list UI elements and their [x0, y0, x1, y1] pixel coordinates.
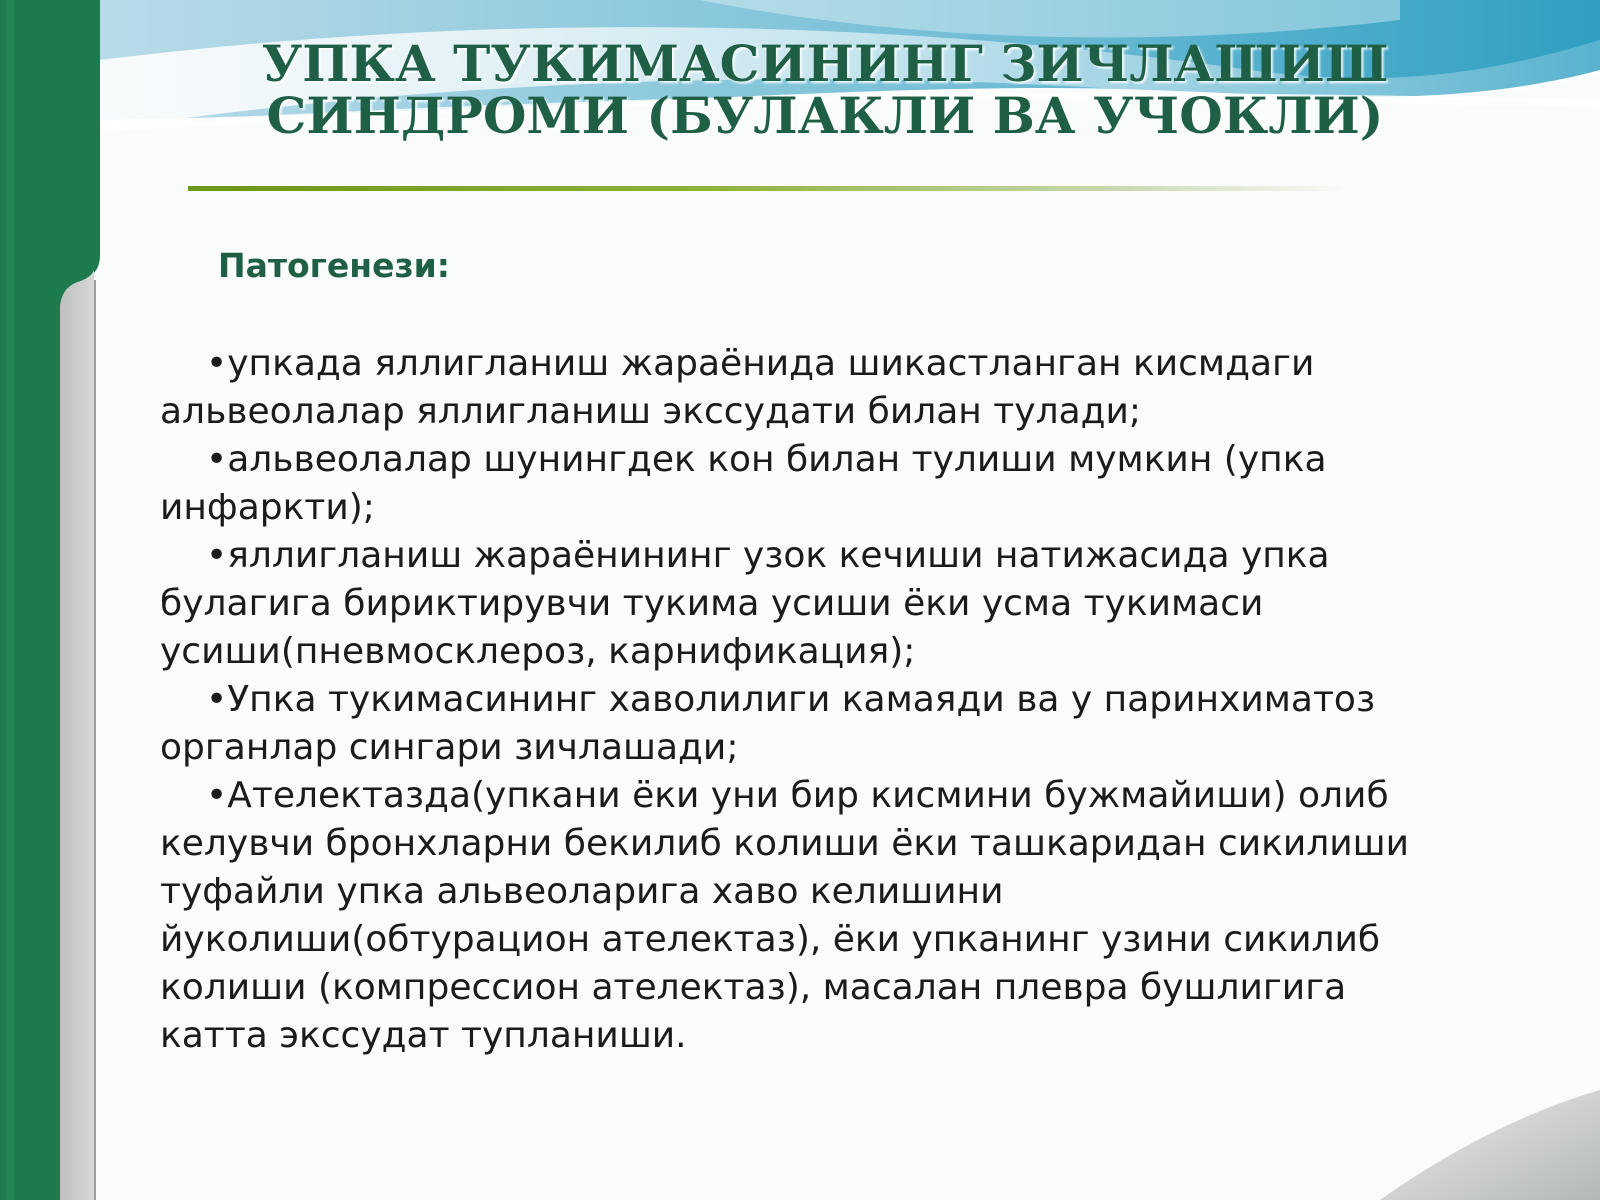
title-divider — [188, 186, 1348, 191]
bullet-item-4: •Упка тукимасининг хаволилиги камаяди ва у паринхиматоз органлар сингари зичлашади; — [160, 679, 1376, 768]
slide-title — [250, 34, 1400, 145]
slide-title-line-1: УПКА ТУКИМАСИНИНГ ЗИЧЛАШИШ — [261, 34, 1389, 93]
bullet-item-3: •яллигланиш жараёнининг узок кечиши натижасида упка булагига бириктирувчи тукима усиши ёки усма тукимаси усиши(пневмосклероз, карнификация); — [160, 535, 1330, 672]
left-grey-bar — [60, 270, 94, 1200]
bottom-corner-shape — [1380, 1090, 1600, 1200]
section-heading: Патогенези: — [218, 246, 450, 285]
bullet-item-2: •альвеолалар шунингдек кон билан тулиши мумкин (упка инфаркти); — [160, 439, 1327, 528]
slide-title-line-2: СИНДРОМИ (БУЛАКЛИ ВА УЧОКЛИ) — [266, 86, 1384, 145]
bullet-list — [160, 340, 1420, 1060]
bullet-item-5: •Ателектазда(упкани ёки уни бир кисмини бужмайиши) олиб келувчи бронхларни бекилиб колиши ёки ташкаридан сикилиши туфайли упка альвеоларига хаво келишини йуколиши(обтурацион ателектаз), ёки упканинг узини сикилиб колиши (компрессион ателектаз), масалан плевра бушлигига катта экссудат тупланиши. — [160, 775, 1410, 1056]
bullet-item-1: •упкада яллигланиш жараёнида шикастланган кисмдаги альвеолалар яллигланиш экссудати билан тулади; — [160, 343, 1315, 432]
